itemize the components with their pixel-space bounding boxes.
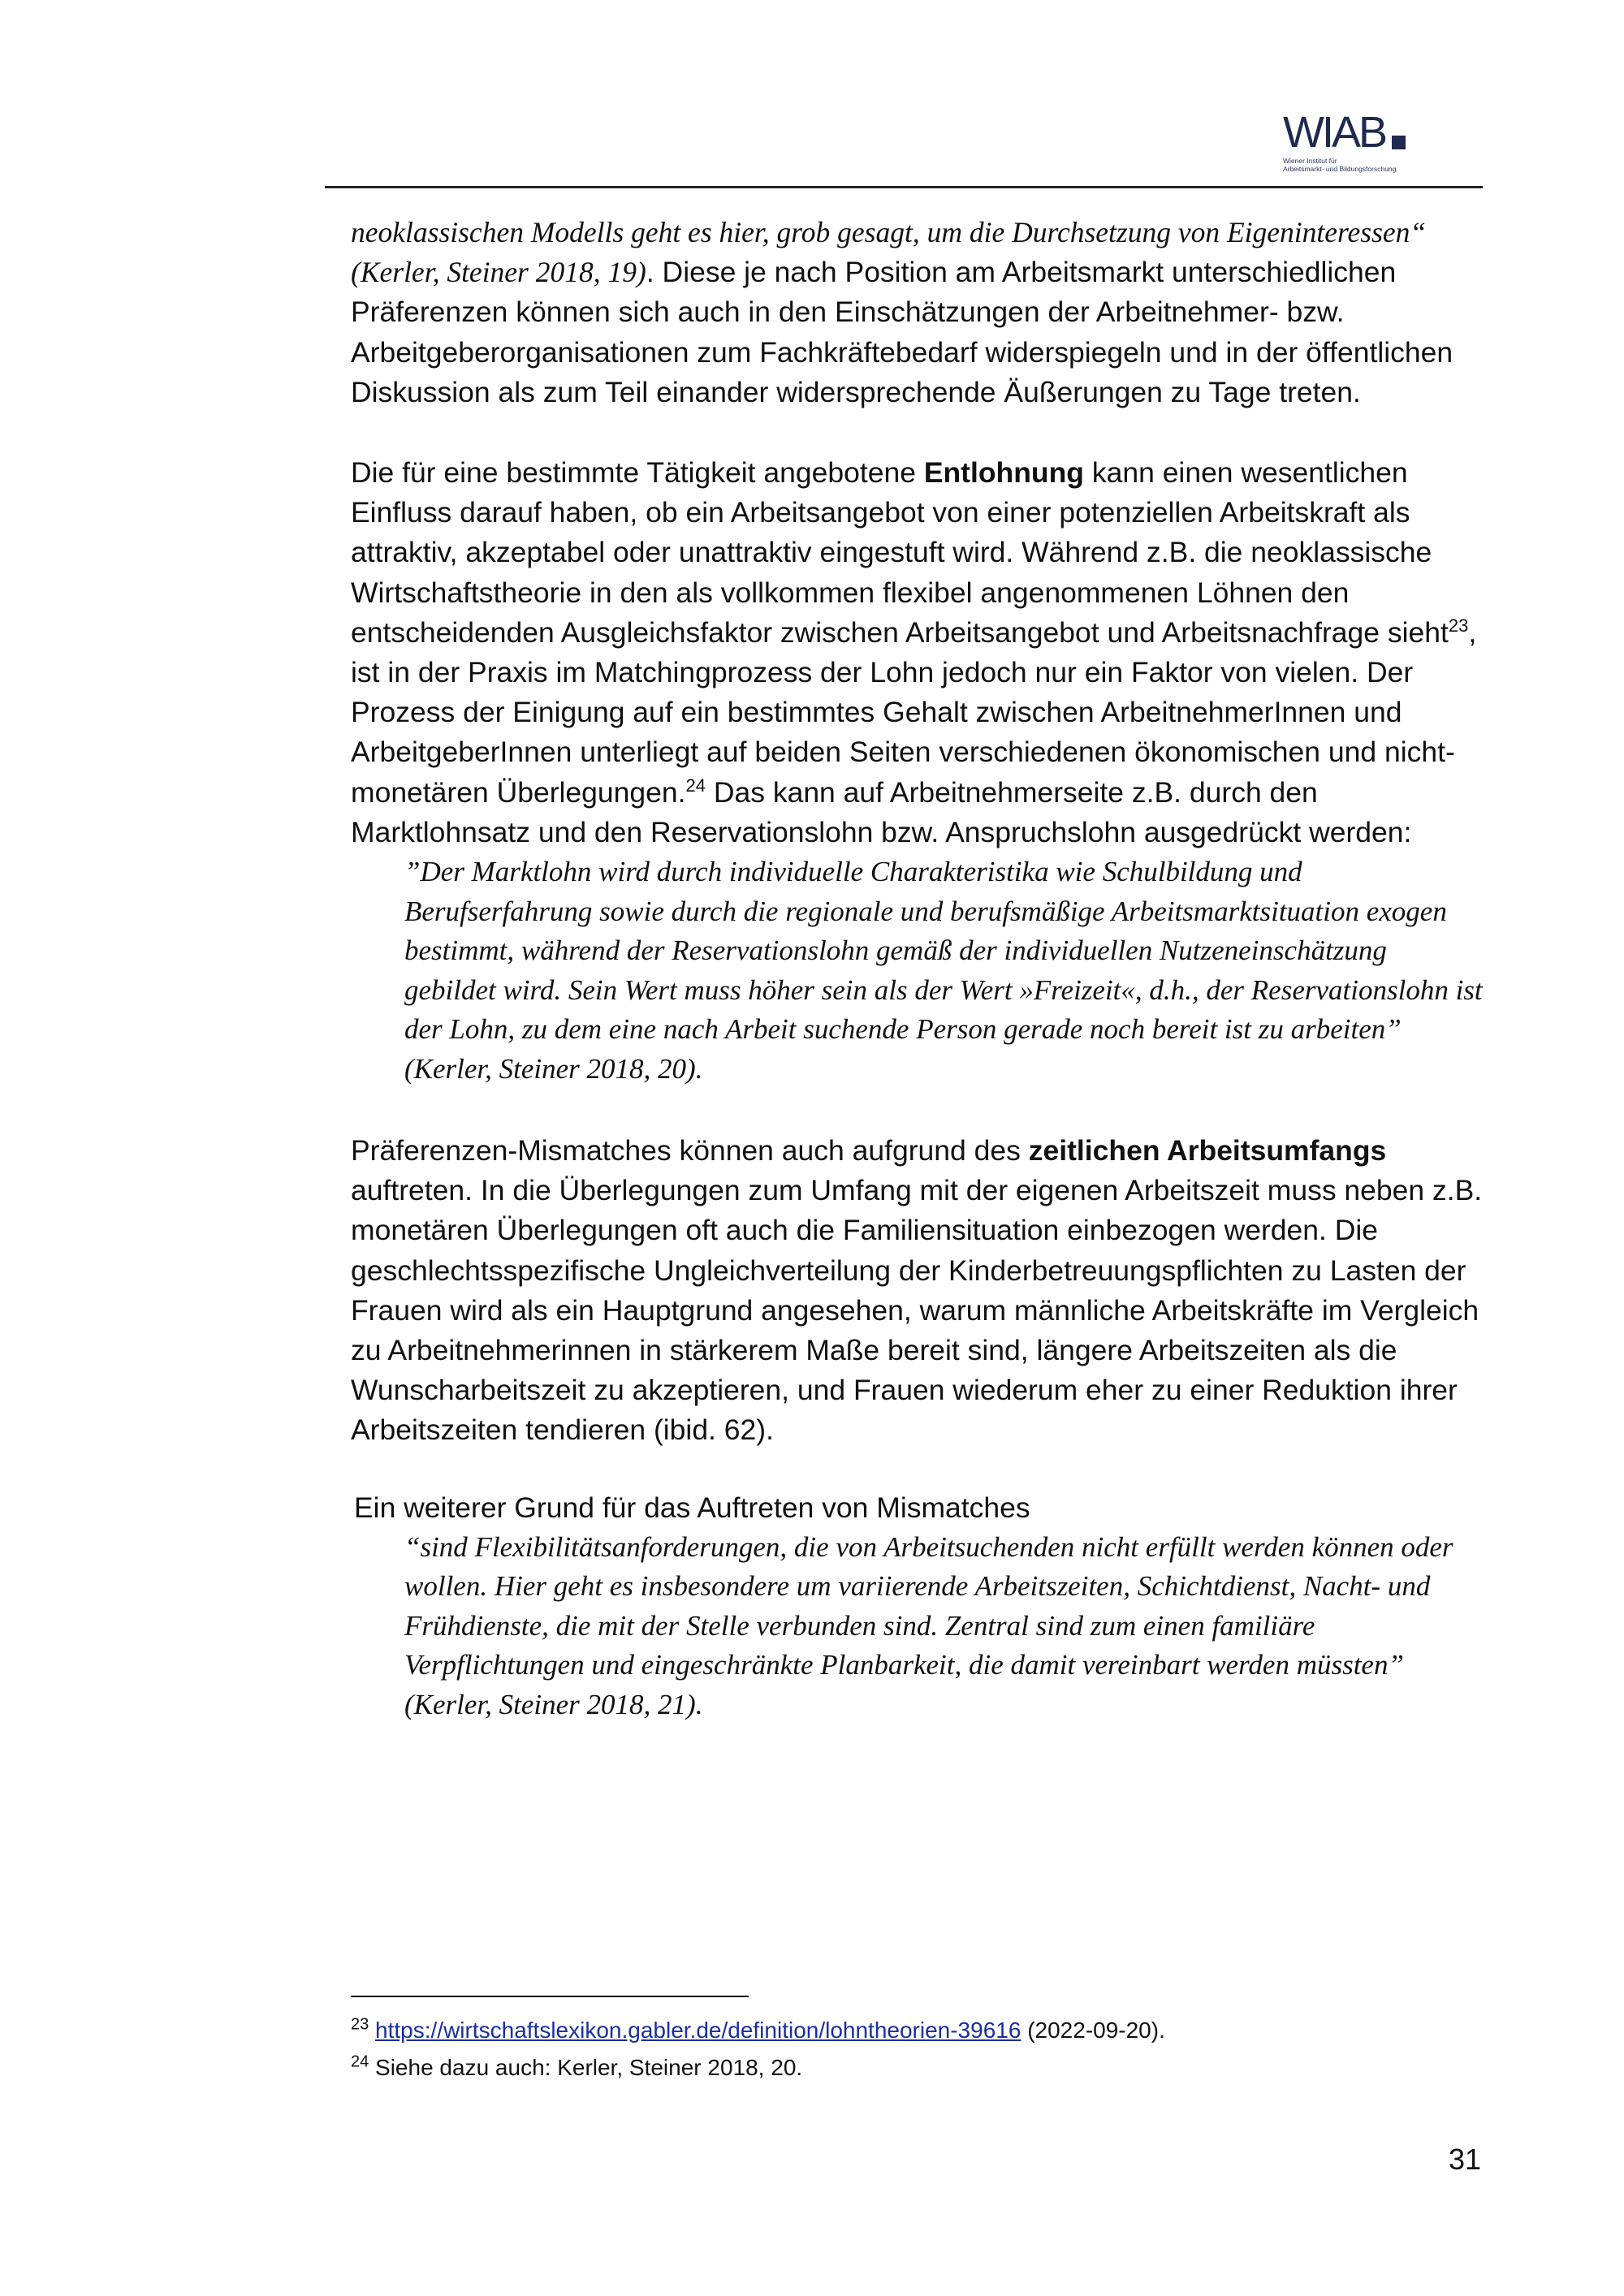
wiab-logo: [1283, 110, 1429, 173]
paragraph-3: [351, 1131, 1488, 1451]
footnote-ref-24[interactable]: 24: [685, 775, 706, 796]
paragraph-2-text-c: , ist in der Praxis im Matchingprozess der Lohn jedoch nur ein Faktor von vielen. Der Prozess der Einigung auf ein bestimmtes Gehalt zwischen ArbeitnehmerInnen und ArbeitgeberInnen unterliegt auf beiden Seiten verschiedenen ökonomischen und nicht-monetären Überlegungen.: [351, 615, 1477, 809]
paragraph-2: [351, 453, 1488, 852]
paragraph-2-text-b: kann einen wesentlichen Einfluss darauf haben, ob ein Arbeitsangebot von einer potenziellen Arbeitskraft als attraktiv, akzeptabel oder unattraktiv eingestuft wird. Während z.B. die neoklassische Wirtschaftstheorie in den als vollkommen flexibel angenommenen Löhnen den entscheidenden Ausgleichsfaktor zwischen Arbeitsangebot und Arbeitsnachfrage sieht: [351, 456, 1449, 649]
footnote-24-text: Siehe dazu auch: Kerler, Steiner 2018, 20.: [369, 2055, 803, 2080]
footnote-23-link[interactable]: https://wirtschaftslexikon.gabler.de/definition/lohntheorien-39616: [375, 2018, 1021, 2043]
header-rule: [325, 186, 1483, 188]
footnotes: [351, 2012, 1488, 2087]
logo-text: WIAB: [1283, 108, 1386, 157]
footnote-23-text: (2022-09-20).: [1021, 2018, 1165, 2043]
footnote-23-number: 23: [351, 2015, 369, 2034]
paragraph-1-text: . Diese je nach Position am Arbeitsmarkt unterschiedlichen Präferenzen können sich auch in den Einschätzungen der Arbeitnehmer- bzw. Arbeitgeberorganisationen zum Fachkräftebedarf widerspiegeln und in der öffentlichen Diskussion als zum Teil einander widersprechende Äußerungen zu Tage treten.: [351, 256, 1453, 408]
footnote-23: [351, 2012, 1488, 2049]
paragraph-3-text-a: Präferenzen-Mismatches können auch aufgrund des: [351, 1134, 1029, 1167]
paragraph-2-text-d: Das kann auf Arbeitnehmerseite z.B. durch den Marktlohnsatz und den Reservationslohn bzw. Anspruchslohn ausgedrückt werden:: [351, 775, 1412, 848]
paragraph-4: Ein weiterer Grund für das Auftreten von Mismatches: [354, 1491, 1030, 1524]
logo-subtitle-line1: Wiener Institut für: [1283, 157, 1337, 165]
paragraph-3-text-b: auftreten. In die Überlegungen zum Umfang mit der eigenen Arbeitszeit muss neben z.B. monetären Überlegungen oft auch die Familiensituation einbezogen werden. Die geschlechtsspezifische Ungleichverteilung der Kinderbetreuungspflichten zu Lasten der Frauen wird als ein Hauptgrund angesehen, warum männliche Arbeitskräfte im Vergleich zu Arbeitnehmerinnen in stärkerem Maße bereit sind, längere Arbeitszeiten als die Wunscharbeitszeit zu akzeptieren, und Frauen wiederum eher zu einer Reduktion ihrer Arbeitszeiten tendieren (ibid. 62).: [351, 1174, 1483, 1447]
paragraph-3-bold: zeitlichen Arbeitsumfangs: [1028, 1134, 1387, 1167]
footnote-rule: [351, 1996, 749, 1997]
logo-subtitle-line2: Arbeitsmarkt- und Bildungsforschung: [1283, 165, 1397, 173]
logo-square-icon: [1392, 136, 1406, 149]
page-content: [351, 213, 1488, 1724]
footnote-24: [351, 2049, 1488, 2087]
footnote-24-number: 24: [351, 2052, 369, 2071]
block-quote-1: ”Der Marktlohn wird durch individuelle Charakteristika wie Schulbildung und Berufserfahrung sowie durch die regionale und berufsmäßige Arbeitsmarktsituation exogen bestimmt, während der Reservationslohn gemäß der individuellen Nutzeneinschätzung gebildet wird. Sein Wert muss höher sein als der Wert »Freizeit«, d.h., der Reservationslohn ist der Lohn, zu dem eine nach Arbeit suchende Person gerade noch bereit ist zu arbeiten” (Kerler, Steiner 2018, 20).: [404, 856, 1483, 1085]
paragraph-2-bold: Entlohnung: [923, 456, 1084, 490]
footnote-ref-23[interactable]: 23: [1448, 615, 1469, 636]
page-number: 31: [1449, 2143, 1482, 2176]
paragraph-1: [351, 213, 1488, 412]
logo-wordmark: [1283, 108, 1429, 157]
paragraph-2-text-a: Die für eine bestimmte Tätigkeit angebotene: [351, 456, 924, 490]
logo-subtitle: [1283, 157, 1429, 173]
paragraph-1-italic-citation: neoklassischen Modells geht es hier, grob gesagt, um die Durchsetzung von Eigeninteressen“ (Kerler, Steiner 2018, 19): [351, 216, 1427, 289]
block-quote-2: “sind Flexibilitätsanforderungen, die von Arbeitsuchenden nicht erfüllt werden können oder wollen. Hier geht es insbesondere um variierende Arbeitszeiten, Schichtdienst, Nacht- und Frühdienste, die mit der Stelle verbunden sind. Zentral sind zum einen familiäre Verpflichtungen und eingeschränkte Planbarkeit, die damit vereinbart werden müssten” (Kerler, Steiner 2018, 21).: [404, 1530, 1453, 1720]
